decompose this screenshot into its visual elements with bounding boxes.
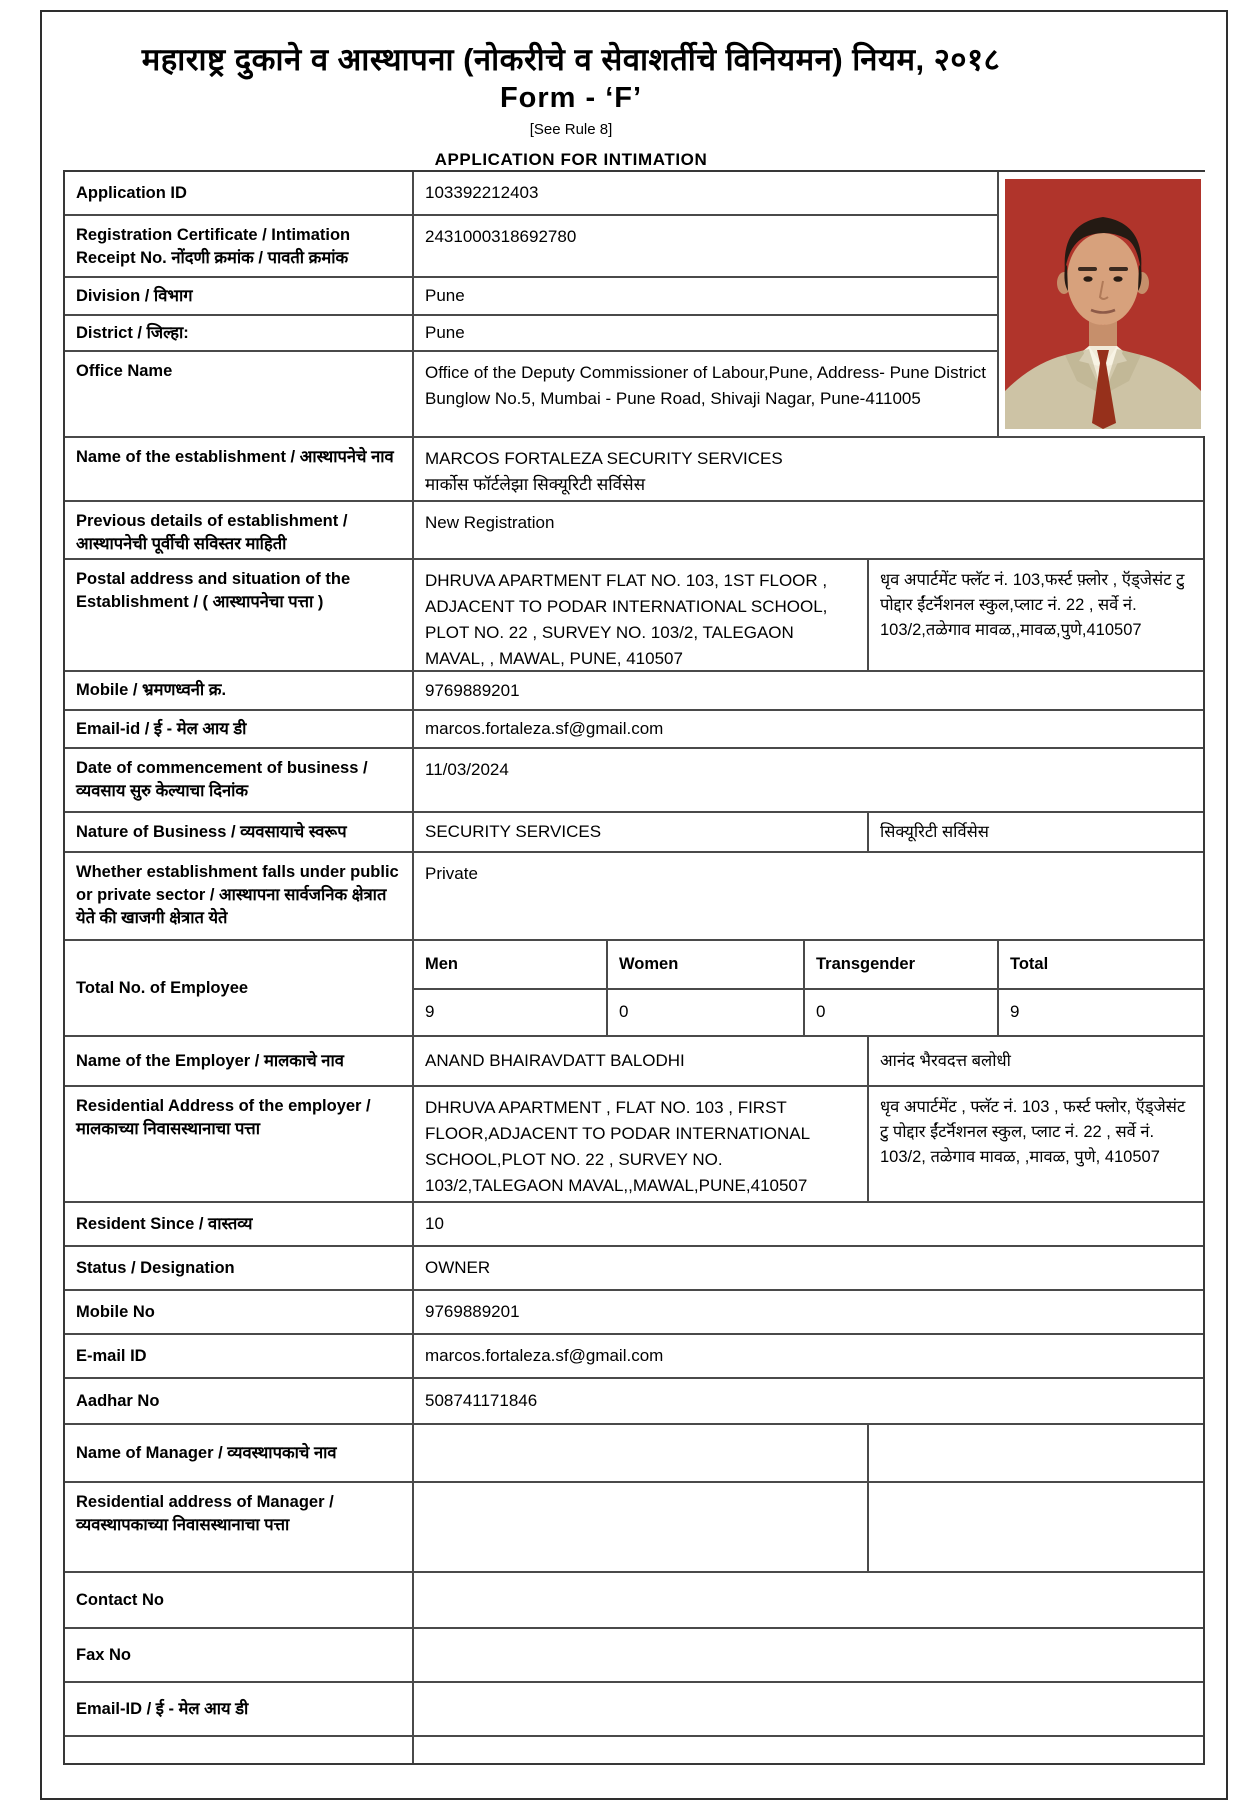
row-sector [65, 851, 1203, 939]
employer-address-value-mr: धृव अपार्टमेंट , फ्लॅट नं. 103 , फर्स्ट फ्लोर, ऍड्जेसंट टु पोद्दार ईंटर्नॅशनल स्कुल, प्लाट नं. 22 , सर्वे नं. 103/2, तळेगाव मावळ, ,मावळ, पुणे, 410507 [867, 1087, 1207, 1201]
office-name-value: Office of the Deputy Commissioner of Labour,Pune, Address- Pune District Bunglow No.5, Mumbai - Pune Road, Shivaji Nagar, Pune-411005 [412, 352, 997, 436]
row-commencement-date [65, 747, 1203, 811]
establishment-name-value [412, 438, 1203, 500]
contact-no-label: Contact No [76, 1590, 164, 1609]
row-office-name [65, 350, 997, 436]
row-contact-no [65, 1571, 1203, 1627]
manager-name-value-mr [867, 1425, 1207, 1481]
district-value: Pune [412, 316, 997, 350]
fax-no-value [412, 1629, 1203, 1681]
row-postal-address [65, 558, 1203, 670]
row-application-id [65, 172, 997, 214]
postal-address-value-en: DHRUVA APARTMENT FLAT NO. 103, 1ST FLOOR , ADJACENT TO PODAR INTERNATIONAL SCHOOL, PLOT NO. 22 , SURVEY NO. 103/2, TALEGAON MAVAL, , MAWAL, PUNE, 410507 [412, 560, 867, 670]
contact-no-value [412, 1573, 1203, 1627]
mobile-no-value: 9769889201 [412, 1291, 1203, 1333]
manager-name-label: Name of Manager / व्यवस्थापकाचे नाव [76, 1443, 337, 1462]
mobile-value: 9769889201 [412, 672, 1203, 709]
office-name-label: Office Name [76, 362, 173, 380]
registration-no-label: Registration Certificate / Intimation Receipt No. नोंदणी क्रमांक / पावती क्रमांक [76, 226, 351, 267]
employer-address-label: Residential Address of the employer / मालकाच्या निवासस्थानाचा पत्ता [76, 1097, 371, 1138]
employer-email-label: E-mail ID [76, 1346, 147, 1365]
employees-col-total: Total [997, 941, 1203, 988]
division-label: Division / विभाग [76, 286, 193, 305]
email-id-value: marcos.fortaleza.sf@gmail.com [412, 711, 1203, 747]
row-mobile-no [65, 1289, 1203, 1333]
employer-name-value-en: ANAND BHAIRAVDATT BALODHI [412, 1037, 867, 1085]
row-manager-name [65, 1423, 1203, 1481]
row-total-employees [65, 939, 1203, 1035]
nature-of-business-value-en: SECURITY SERVICES [412, 813, 867, 851]
row-employer-name [65, 1035, 1203, 1085]
row-establishment-name [65, 436, 1203, 500]
application-heading: APPLICATION FOR INTIMATION [434, 150, 708, 169]
status-designation-label: Status / Designation [76, 1258, 235, 1277]
cutoff-value [412, 1737, 1203, 1763]
sector-label: Whether establishment falls under public or private sector / आस्थापना सार्वजनिक क्षेत्रात येते की खाजगी क्षेत्रात येते [76, 863, 399, 927]
row-cutoff [65, 1735, 1203, 1763]
form-title: Form - ‘F’ [499, 82, 643, 114]
row-manager-email [65, 1681, 1203, 1735]
row-mobile [65, 670, 1203, 709]
row-district [65, 314, 997, 350]
row-aadhar-no [65, 1377, 1203, 1423]
previous-details-label: Previous details of establishment / आस्थापनेची पूर्वीची सविस्तर माहिती [76, 512, 348, 553]
row-nature-of-business [65, 811, 1203, 851]
employees-values-row [412, 988, 1203, 1035]
row-status-designation [65, 1245, 1203, 1289]
manager-address-value-en [412, 1483, 867, 1571]
postal-address-value-mr: धृव अपार्टमेंट फ्लॅट नं. 103,फर्स्ट फ़्लोर , ऍड्जेसंट टु पोद्दार ईंटर्नॅशनल स्कुल,प्लाट नं. 22 , सर्वे नं. 103/2,तळेगाव मावळ,,मावळ,पुणे,410507 [867, 560, 1207, 670]
applicant-photo [1005, 179, 1201, 429]
total-employees-label: Total No. of Employee [76, 978, 249, 997]
row-resident-since [65, 1201, 1203, 1245]
top-block [65, 172, 1203, 436]
employees-col-transgender: Transgender [803, 941, 997, 988]
row-employer-address [65, 1085, 1203, 1201]
commencement-date-label: Date of commencement of business / व्यवसाय सुरु केल्याचा दिनांक [76, 759, 368, 800]
application-id-value: 103392212403 [412, 172, 997, 214]
act-title: महाराष्ट्र दुकाने व आस्थापना (नोकरीचे व सेवाशर्तीचे विनियमन) नियम, २०१८ [141, 42, 1001, 77]
manager-email-value [412, 1683, 1203, 1735]
cutoff-label [65, 1737, 412, 1763]
application-form-table [63, 170, 1205, 1765]
photo-cell [997, 172, 1207, 436]
establishment-name-en: MARCOS FORTALEZA SECURITY SERVICES [425, 449, 783, 468]
document-page [40, 10, 1228, 1800]
row-employer-email [65, 1333, 1203, 1377]
employees-men-count: 9 [412, 990, 606, 1035]
document-header [60, 40, 1082, 170]
row-division [65, 276, 997, 314]
manager-name-value-en [412, 1425, 867, 1481]
manager-email-label: Email-ID / ई - मेल आय डी [76, 1699, 249, 1718]
mobile-no-label: Mobile No [76, 1302, 155, 1321]
establishment-name-label: Name of the establishment / आस्थापनेचे नाव [76, 448, 394, 466]
previous-details-value: New Registration [412, 502, 1203, 558]
manager-address-value-mr [867, 1483, 1207, 1571]
postal-address-label: Postal address and situation of the Establishment / ( आस्थापनेचा पत्ता ) [76, 570, 351, 611]
employees-col-men: Men [412, 941, 606, 988]
employees-transgender-count: 0 [803, 990, 997, 1035]
division-value: Pune [412, 278, 997, 314]
row-registration-no [65, 214, 997, 276]
sector-value: Private [412, 853, 1203, 939]
commencement-date-value: 11/03/2024 [412, 749, 1203, 811]
resident-since-label: Resident Since / वास्तव्य [76, 1214, 253, 1233]
employees-col-women: Women [606, 941, 803, 988]
row-manager-address [65, 1481, 1203, 1571]
mobile-label: Mobile / भ्रमणध्वनी क्र. [76, 681, 227, 699]
registration-no-value: 2431000318692780 [412, 216, 997, 276]
aadhar-no-value: 508741171846 [412, 1379, 1203, 1423]
application-id-label: Application ID [76, 183, 187, 202]
row-email-id [65, 709, 1203, 747]
manager-address-label: Residential address of Manager / व्यवस्थापकाच्या निवासस्थानाचा पत्ता [76, 1493, 334, 1534]
aadhar-no-label: Aadhar No [76, 1391, 160, 1410]
row-previous-details [65, 500, 1203, 558]
email-id-label: Email-id / ई - मेल आय डी [76, 719, 247, 738]
nature-of-business-label: Nature of Business / व्यवसायाचे स्वरूप [76, 822, 347, 841]
district-label: District / जिल्हा: [76, 323, 189, 342]
employer-name-value-mr: आनंद भैरवदत्त बलोधी [867, 1037, 1207, 1085]
establishment-name-mr: मार्कोस फॉर्टलेझा सिक्यूरिटी सर्विसेस [425, 475, 646, 494]
nature-of-business-value-mr: सिक्यूरिटी सर्विसेस [867, 813, 1207, 851]
employees-header-row [412, 941, 1203, 988]
fax-no-label: Fax No [76, 1645, 132, 1664]
employer-email-value: marcos.fortaleza.sf@gmail.com [412, 1335, 1203, 1377]
rule-reference: [See Rule 8] [529, 121, 613, 138]
employees-women-count: 0 [606, 990, 803, 1035]
employees-grid [412, 941, 1203, 1035]
employees-total-count: 9 [997, 990, 1203, 1035]
employer-address-value-en: DHRUVA APARTMENT , FLAT NO. 103 , FIRST FLOOR,ADJACENT TO PODAR INTERNATIONAL SCHOOL,PLOT NO. 22 , SURVEY NO. 103/2,TALEGAON MAVAL,,MAWAL,PUNE,410507 [412, 1087, 867, 1201]
status-designation-value: OWNER [412, 1247, 1203, 1289]
row-fax-no [65, 1627, 1203, 1681]
employer-name-label: Name of the Employer / मालकाचे नाव [76, 1051, 344, 1070]
resident-since-value: 10 [412, 1203, 1203, 1245]
